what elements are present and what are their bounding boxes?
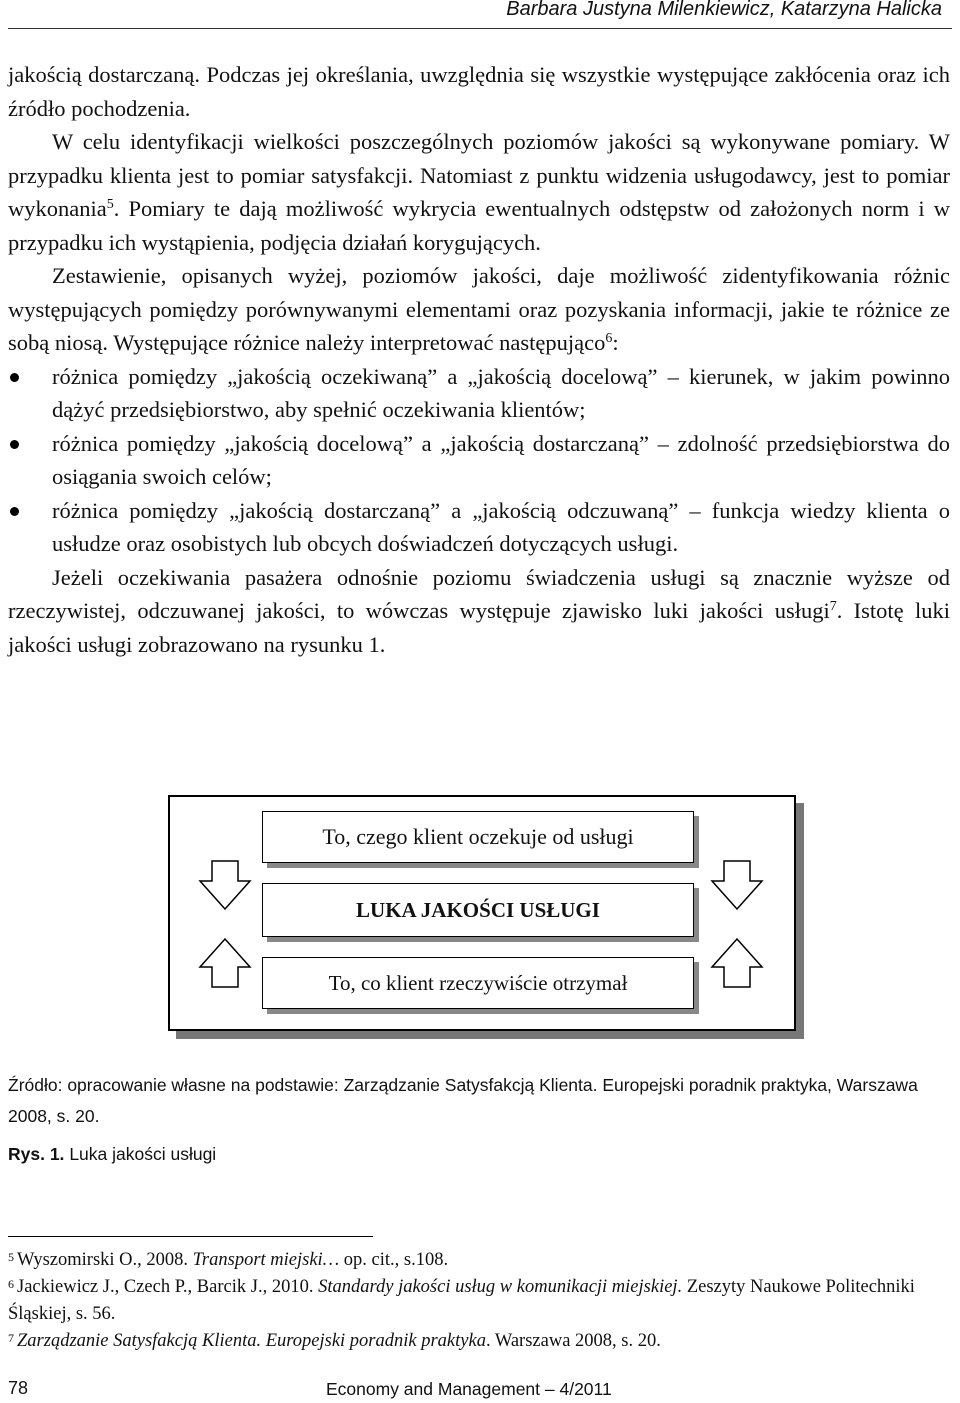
- paragraph-2-text-b: . Pomiary te dają możliwość wykrycia ewentualnych odstępstw od założonych norm i w przypadku ich wystąpienia, podjęcia działań korygujących.: [8, 196, 950, 255]
- down-arrow-icon: [198, 859, 252, 911]
- list-item-text: różnica pomiędzy „jakością dostarczaną” a „jakością odczuwaną” – funkcja wiedzy klienta o usłudze oraz osobistych lub obcych doświadczeń dotyczących usługi.: [52, 497, 950, 556]
- page-number: 78: [8, 1378, 29, 1398]
- running-header: Barbara Justyna Milenkiewicz, Katarzyna Halicka: [506, 0, 942, 20]
- paragraph-3-text-b: :: [612, 330, 619, 355]
- header-rule: [8, 28, 952, 29]
- list-item-text: różnica pomiędzy „jakością docelową” a „jakością dostarczaną” – zdolność przedsiębiorstwa do osiągania swoich celów;: [52, 430, 950, 489]
- paragraph-3: [8, 259, 950, 360]
- bullet-list: [8, 360, 950, 561]
- footnote-6: $^6$ Jackiewicz J., Czech P., Barcik J., 2010. Standardy jakości usług w komunikacji miejskiej. Zeszyty Naukowe Politechniki Śląskiej, s. 56.: [8, 1277, 915, 1324]
- up-arrow-icon: [710, 937, 764, 989]
- figure-caption: [8, 1144, 216, 1165]
- quality-gap-figure: [168, 795, 804, 1039]
- caption-label: Rys. 1.: [8, 1144, 65, 1164]
- figure-source: Źródło: opracowanie własne na podstawie: Zarządzanie Satysfakcją Klienta. Europejski poradnik praktyka, Warszawa 2008, s. 20.: [8, 1075, 918, 1126]
- caption-text: Luka jakości usługi: [69, 1144, 217, 1164]
- footnote-rule: [8, 1236, 373, 1237]
- paragraph-3-text-a: Zestawienie, opisanych wyżej, poziomów jakości, daje możliwość zidentyfikowania różnic występujących pomiędzy porównywanymi elementami oraz pozyskania informacji, jakie te różnice ze sobą niosą. Występujące różnice należy interpretować następująco: [8, 263, 950, 355]
- list-item: [8, 494, 950, 561]
- bullet-icon: [10, 507, 19, 516]
- paragraph-2: [8, 125, 950, 259]
- footnote-7: $^7$ Zarządzanie Satysfakcją Klienta. Europejski poradnik praktyka. Warszawa 2008, s. 20.: [8, 1331, 661, 1351]
- paragraph-4-text-b: . Istotę luki jakości usługi zobrazowano na rysunku 1.: [8, 598, 951, 657]
- quality-gap-box: LUKA JAKOŚCI USŁUGI: [262, 883, 694, 937]
- paragraph-2-text-a: W celu identyfikacji wielkości poszczególnych poziomów jakości są wykonywane pomiary. W przypadku klienta jest to pomiar satysfakcji. Natomiast z punktu widzenia usługodawcy, jest to pomiar wykonania: [8, 129, 950, 221]
- up-arrow-icon: [198, 937, 252, 989]
- bullet-icon: [10, 440, 19, 449]
- list-item: [8, 427, 950, 494]
- received-quality-box: To, co klient rzeczywiście otrzymał: [262, 957, 694, 1009]
- paragraph-1: jakością dostarczaną. Podczas jej określania, uwzględnia się wszystkie występujące zakłócenia oraz ich źródło pochodzenia.: [8, 62, 950, 121]
- paragraph-4-text-a: Jeżeli oczekiwania pasażera odnośnie poziomu świadczenia usługi są znacznie wyższe od rzeczywistej, odczuwanej jakości, to wówczas występuje zjawisko luki jakości usługi: [8, 564, 950, 623]
- footnote-ref-6: 6: [605, 331, 613, 346]
- list-item: [8, 360, 950, 427]
- bullet-icon: [10, 373, 19, 382]
- expected-quality-box: To, czego klient oczekuje od usługi: [262, 811, 694, 863]
- journal-name: Economy and Management – 4/2011: [326, 1379, 612, 1399]
- footnote-ref-7: 7: [829, 599, 837, 614]
- footnote-5: $^5$ Wyszomirski O., 2008. Transport miejski… op. cit., s.108.: [8, 1250, 449, 1270]
- footnote-ref-5: 5: [106, 197, 114, 212]
- paragraph-4: [8, 561, 950, 662]
- body-text: [8, 58, 950, 661]
- down-arrow-icon: [710, 859, 764, 911]
- footnotes: [8, 1247, 952, 1355]
- figure-frame: [168, 795, 796, 1031]
- list-item-text: różnica pomiędzy „jakością oczekiwaną” a „jakością docelową” – kierunek, w jakim powinno dążyć przedsiębiorstwo, aby spełnić oczekiwania klientów;: [52, 363, 950, 422]
